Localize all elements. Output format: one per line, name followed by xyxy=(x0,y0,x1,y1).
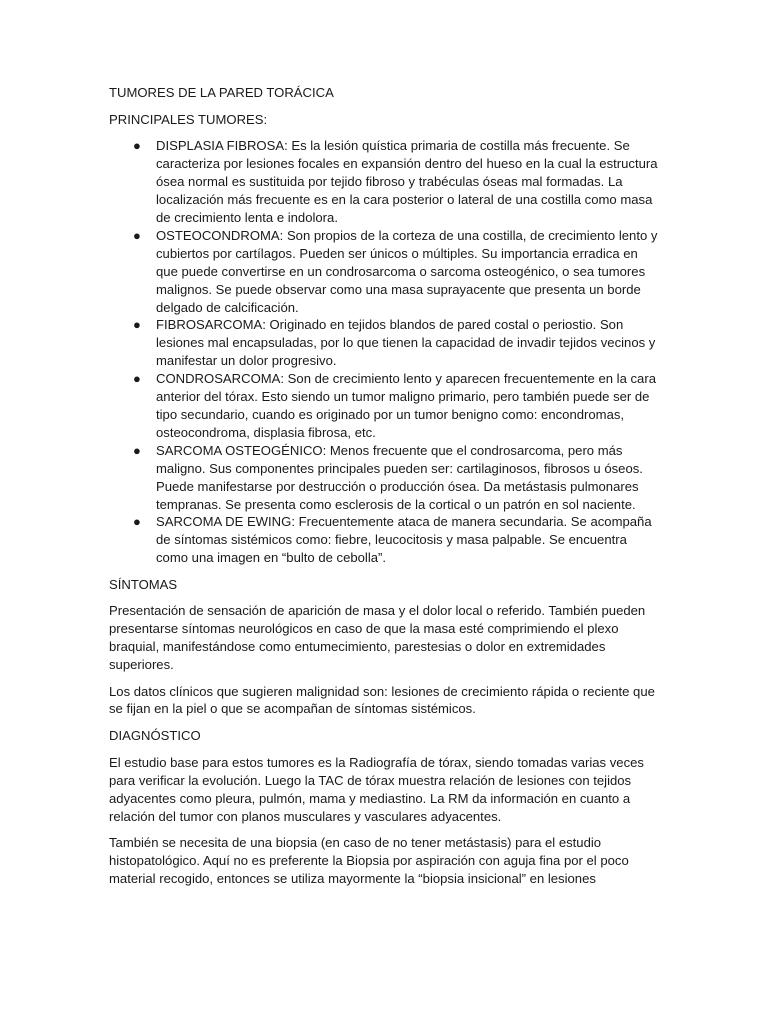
list-item-text: DISPLASIA FIBROSA: Es la lesión quística primaria de costilla más frecuente. Se caracteriza por lesiones focales en expansión dentro del hueso en la cual la estructura ósea normal es sustituida por tejido fibroso y trabéculas óseas mal formadas. La localización más frecuente es en la cara posterior o lateral de una costilla como masa de crecimiento lenta e indolora. xyxy=(156,138,658,226)
list-item-text: CONDROSARCOMA: Son de crecimiento lento y aparecen frecuentemente en la cara anterior del tórax. Esto siendo un tumor maligno primario, pero también puede ser de tipo secundario, cuando es originado por un tumor benigno como: encondromas, osteocondroma, displasia fibrosa, etc. xyxy=(156,371,656,440)
list-item-text: OSTEOCONDROMA: Son propios de la corteza de una costilla, de crecimiento lento y cubiertos por cartílagos. Pueden ser únicos o múltiples. Su importancia erradica en que puede convertirse en un condrosarcoma o sarcoma osteogénico, o sea tumores malignos. Se puede observar como una masa suprayacente que presenta un borde delgado de calcificación. xyxy=(156,227,658,315)
bullet-icon: ● xyxy=(133,371,141,387)
bullet-icon: ● xyxy=(133,138,141,154)
document-title: TUMORES DE LA PARED TORÁCICA xyxy=(109,85,334,100)
symptoms-paragraph-2: Los datos clínicos que sugieren malignidad son: lesiones de crecimiento rápida o reciente que se fijan en la piel o que se acompañan de síntomas sistémicos. xyxy=(109,683,655,717)
diagnosis-heading: DIAGNÓSTICO xyxy=(109,727,201,743)
document-body xyxy=(109,84,661,896)
list-item xyxy=(133,513,661,567)
tumor-list xyxy=(109,137,661,567)
list-item-text: FIBROSARCOMA: Originado en tejidos blandos de pared costal o periostio. Son lesiones mal encapsuladas, por lo que tienen la capacidad de invadir tejidos vecinos y manifestar un dolor progresivo. xyxy=(156,317,656,369)
tumors-heading: PRINCIPALES TUMORES: xyxy=(109,111,268,127)
bullet-icon: ● xyxy=(133,514,141,530)
list-item xyxy=(133,137,661,227)
symptoms-heading: SÍNTOMAS xyxy=(109,576,178,592)
list-item-text: SARCOMA DE EWING: Frecuentemente ataca de manera secundaria. Se acompaña de síntomas sistémicos como: fiebre, leucocitosis y masa palpable. Se encuentra como una imagen en “bulto de cebolla”. xyxy=(156,514,652,566)
list-item xyxy=(133,370,661,442)
bullet-icon: ● xyxy=(133,317,141,333)
list-item xyxy=(133,227,661,317)
bullet-icon: ● xyxy=(133,442,141,458)
symptoms-paragraph-1: Presentación de sensación de aparición de masa y el dolor local o referido. También pueden presentarse síntomas neurológicos en caso de que la masa esté comprimiendo el plexo braquial, manifestándose como entumecimiento, parestesias o dolor en extremidades superiores. xyxy=(109,603,646,673)
diagnosis-paragraph-1: El estudio base para estos tumores es la Radiografía de tórax, siendo tomadas varias veces para verificar la evolución. Luego la TAC de tórax muestra relación de lesiones con tejidos adyacentes como pleura, pulmón, mama y mediastino. La RM da información en cuanto a relación del tumor con planos musculares y vasculares adyacentes. xyxy=(109,754,644,824)
list-item xyxy=(133,316,661,370)
bullet-icon: ● xyxy=(133,227,141,243)
list-item xyxy=(133,442,661,514)
diagnosis-paragraph-2: También se necesita de una biopsia (en caso de no tener metástasis) para el estudio histopatológico. Aquí no es preferente la Biopsia por aspiración con aguja fina por el poco material recogido, entonces se utiliza mayormente la “biopsia insicional” en lesiones xyxy=(109,834,629,886)
list-item-text: SARCOMA OSTEOGÉNICO: Menos frecuente que el condrosarcoma, pero más maligno. Sus componentes principales pueden ser: cartilaginosos, fibrosos u óseos. Puede manifestarse por destrucción o producción ósea. Da metástasis pulmonares tempranas. Se presenta como esclerosis de la cortical o un patrón en sol naciente. xyxy=(156,442,643,512)
